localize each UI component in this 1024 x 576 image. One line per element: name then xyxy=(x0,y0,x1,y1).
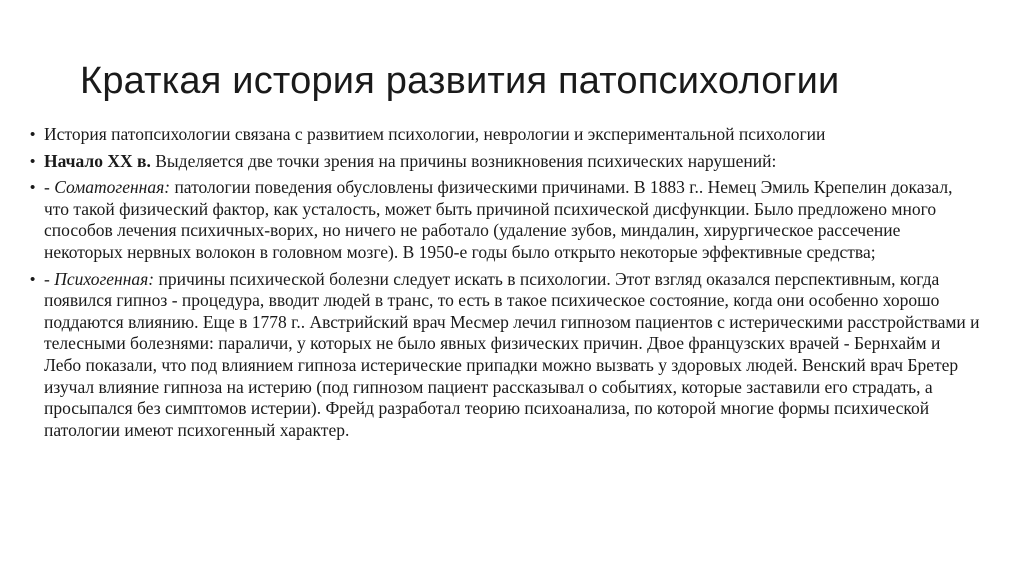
bullet-item-psychogenic xyxy=(30,269,980,442)
bullet-item-early-20th-century xyxy=(30,151,980,173)
bullet-prefix: - xyxy=(44,268,55,289)
bullet-item-somatogenic xyxy=(30,177,980,263)
bullet-text: Выделяется две точки зрения на причины возникновения психических нарушений: xyxy=(150,150,777,171)
slide-title: Краткая история развития патопсихологии xyxy=(80,60,840,102)
bullet-dot-icon: • xyxy=(30,179,36,197)
bullet-term: Психогенная: xyxy=(54,268,155,289)
bullet-dot-icon: • xyxy=(30,152,36,170)
bullet-item-history xyxy=(30,124,980,146)
bullet-prefix: - xyxy=(44,177,55,198)
bullet-lead: Начало XX в. xyxy=(44,150,151,171)
bullet-list xyxy=(30,124,980,441)
bullet-dot-icon: • xyxy=(30,270,36,288)
bullet-dot-icon: • xyxy=(30,126,36,143)
bullet-text: патологии поведения обусловлены физическими причинами. В 1883 г.. Немец Эмиль Крепелин доказал, что такой физический фактор, как усталость, может быть причиной психической дисфункции. Было предложено много способов лечения психичных-ворих, но ничего не работало (удаление зубов, миндалин, хирургическое рассечение некоторых нервных волокон в головном мозге). В 1950-е годы было открыто некоторые эффективные средства; xyxy=(44,177,953,262)
bullet-text: История патопсихологии связана с развитием психологии, неврологии и экспериментальной психологии xyxy=(44,124,826,144)
slide-content xyxy=(30,124,980,446)
bullet-term: Соматогенная: xyxy=(54,177,171,198)
bullet-text: причины психической болезни следует искать в психологии. Этот взгляд оказался перспективным, когда появился гипноз - процедура, вводит людей в транс, то есть в такое психическое состояние, когда они особенно хорошо поддаются влиянию. Еще в 1778 г.. Австрийский врач Месмер лечил гипнозом пациентов с истерическими расстройствами и телесными болезнями: параличи, у которых не было явных физических причин. Двое французских врачей - Бернхайм и Лебо показали, что под влиянием гипноза истерические припадки можно вызвать у здоровых людей. Венский врач Бретер изучал влияние гипноза на истерию (под гипнозом пациент рассказывал о событиях, которые заставили его страдать, а просыпался без симптомов истерии). Фрейд разработал теорию психоанализа, по которой многие формы психической патологии имеют психогенный характер. xyxy=(44,268,980,440)
